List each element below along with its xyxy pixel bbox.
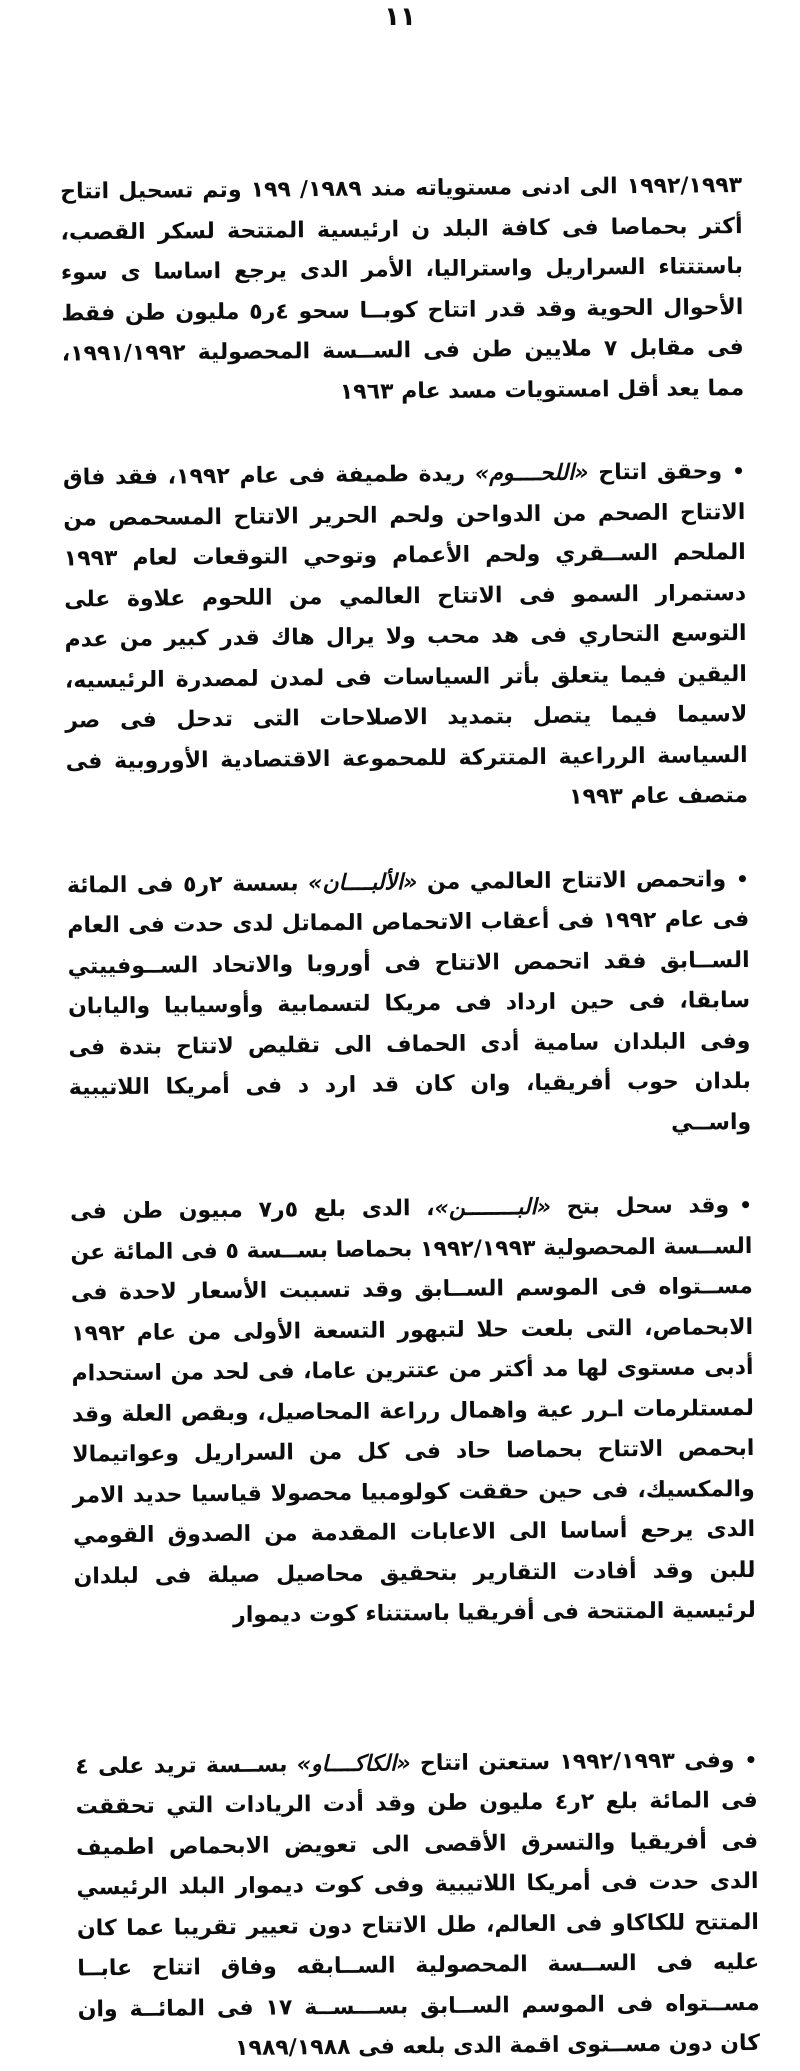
product-term: «البــــــــن» — [434, 1194, 552, 1221]
paragraph-text: واتحمص الاتتاح العالمي من — [417, 866, 727, 895]
paragraph-text: وحقق اتتاح — [588, 459, 723, 486]
paragraph — [70, 1185, 756, 1638]
paragraph-text: ريدة طميفة فى عام ١٩٩٢، فقد فاق الاتتاح الصحم من الدواحن ولحم الحرير الاتتاح المسحمص من الملحم الســقري ولحم الأعمام وتوحي التوقعات لعام ١٩٩٣ دستمرار السمو فى الاتتاح العالمي من اللحوم علاوة على التوسع التحاري فى هد محب ولا يرال هاك قدر كبير من عدم اليقين فيما يتعلق بأتر السياسات فى لمدن لمصدرة الرئيسيه، لاسيما فيما يتصل بتمديد الاصلاحات التى تدحل فى صر السياسة الرراعية المتتركة للمحموعة الاقتصادية الأوروبية فى متصف عام ١٩٩٣ — [62, 461, 749, 810]
paragraph — [67, 858, 752, 1149]
paragraph-text: ، الدى بلع ٥ر٧ مبيون طن فى الســسة المحصولية ١٩٩٢/١٩٩٣ بحماصا بســسة ٥ فى المائة عن مســتواه فى الموسم الســابق وقد تسببت الأسعار لاحدة فى الابحماص، التى بلعت حلا لتبهور التسعة الأولى من عام ١٩٩٢ أدبى مستوى لها مد أكتر من عتترين عاما، فى لحد من استحدام لمستلرمات اـرر عية واهمال رراعة المحاصيل، وبقص العلة وقد ابحمص الاتتاح بحماصا حاد فى كل من السراريل وعواتيمالا والمكسيك، فى حين حققت كولومبيا محصولا قياسيا حديد الامر الدى يرحع أساسا الى الاعابات المقدمة من الصدوق القومي للبن وقد أفادت التقارير بتحقيق محاصيل صيلة فى لبلدان لرئيسية المتتحة فى أفريقيا باستتناء كوت ديموار — [69, 1195, 756, 1628]
page-number: ١١ — [384, 2, 416, 32]
bullet-marker: • — [739, 1192, 753, 1218]
paragraph-text: بسسة ٢ر٥ فى المائة فى عام ١٩٩٢ فى أعقاب الاتحماص المماتل لدى حدت فى العام الســابق فقد اتحمص الاتتاح فى أوروبا والاتحاد الســوفييتي سابقا، فى حين ارداد فى مريكا لتسمابية وأوسيابيا واليابان وفى البلدان سامية أدى الحماف الى تقليص لاتتاح بتدة فى بلدان حوب أفريقيا، وان كان قد ارد د فى أمريكا اللاتيبية واســي — [66, 870, 752, 1136]
product-term: «اللحــــوم» — [474, 460, 589, 487]
paragraph-text: بســسة تريد على ٤ فى المائة بلع ٢ر٤ مليون طن وقد أدت الريادات التي تحققت فى أفريقيا والتسرق الأقصى الى تعويض الابحماص اطميف الدى حدت فى أمريكا اللاتيبية وفى كوت ديموار البلد الرئيسي المتتح للكاكاو فى العالم، طل الاتتاح دون تعيير تقريبا عما كان عليه فى الســسة المحصولية الســابقه وفاق اتتاح عابــا مســتواه فى الموسم الســابق بســـســة ١٧ فى المائــة وان كان دون مســتوى اقمة الدى بلعه فى ١٩٨٩/١٩٨٨ — [75, 1751, 761, 2061]
bullet-marker: • — [744, 1747, 758, 1772]
bullet-marker: • — [735, 866, 749, 891]
product-term: «الكاكــــاو» — [296, 1750, 411, 1777]
product-term: «الألبــــان» — [307, 869, 418, 896]
paragraph-text: وفى ١٩٩٢/١٩٩٣ ستعتن اتتاح — [410, 1747, 735, 1776]
bullet-marker: • — [732, 458, 746, 484]
paragraph — [75, 1739, 760, 2071]
paragraph — [60, 166, 744, 416]
paragraph — [63, 451, 748, 823]
paragraph-text: ١٩٩٢/١٩٩٣ الى ادنى مستوياته مند ١٩٨٩/ ١٩٩ وتم تسحيل اتتاح أكتر بحماصا فى كافة البلد ن ارئيسية المتتحة لسكر القصب، باستتتاء السراريل واستراليا، الأمر الدى يرجع اساسا ى سوء الأحوال الحوية وقد قدر اتتاح كوبــا سحو ٤ر٥ مليون طن فقط فى مقابل ٧ ملايين طن فى الســسة المحصولية ١٩٩١/١٩٩٢، مما يعد أقل امستويات مسد عام ١٩٦٣ — [60, 172, 745, 405]
text-block — [60, 166, 760, 2071]
paragraph-text: وقد سحل بتح — [550, 1193, 730, 1220]
